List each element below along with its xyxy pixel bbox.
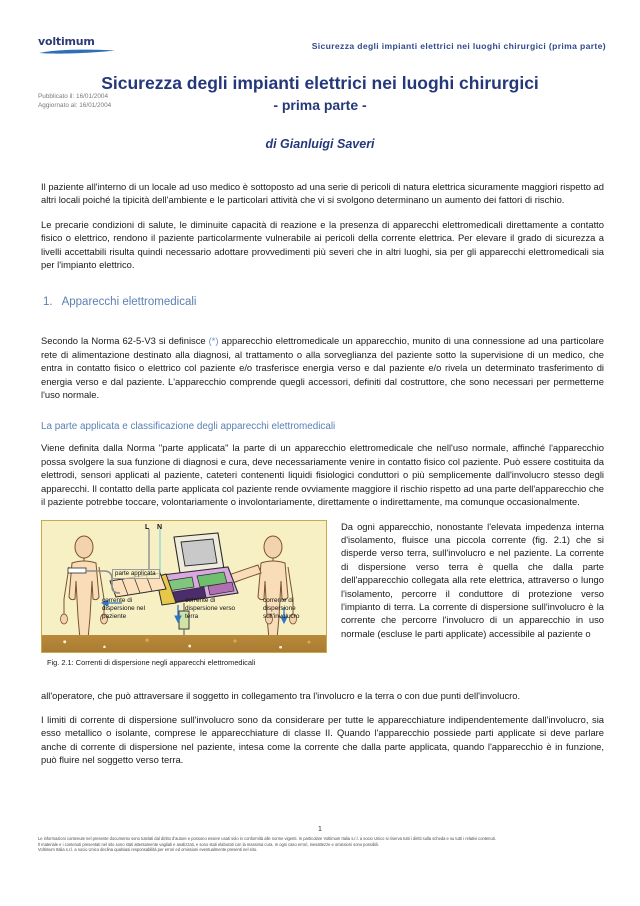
section-heading-1 <box>41 296 604 308</box>
figure-caption: Fig. 2.1: Correnti di dispersione negli apparecchi elettromedicali <box>47 657 256 667</box>
figure-illustration <box>42 521 326 652</box>
intro-paragraph-1: Il paziente all'interno di un locale ad uso medico è sottoposto ad una serie di pericoli di natura elettrica sicuramente maggiori rispetto ad altri locali poiché la tipicità dell'ambiente e le particolari attività che vi si svolgono determinano un aumento dei fattori di rischio. <box>41 181 604 206</box>
figure-label-L: L <box>145 523 150 531</box>
footer-line-2: Il materiale e i contenuti presentati nel sito sono stati attentamente vagliati e analizzati, e sono stati elaborati con la massima cura. In ogni caso errori, inesattezze e omissioni sono possibili. <box>38 841 379 847</box>
published-date: Pubblicato il: 16/01/2004 <box>38 93 108 100</box>
earth-ground-strip <box>42 635 326 652</box>
figure-label-enclosure-current: corrente di dispersione sull'involucro <box>263 596 300 620</box>
subsection-heading-1: La parte applicata e classificazione degli apparecchi elettromedicali <box>41 421 336 433</box>
page-header <box>0 0 640 70</box>
figure-and-text-row <box>41 520 604 680</box>
page-number: 1 <box>318 826 322 833</box>
section1-text-a: Secondo la Norma 62-5-V3 si definisce <box>41 335 209 347</box>
section1-text-b: apparecchio elettromedicale un apparecchio, munito di una connessione ad una particolare rete di alimentazione destinato alla diagnosi, al trattamento o alla sorveglianza del paziente sotto la supervisione di un medico, che entra in contatto fisico o elettrico col paziente e/o trasferisce energia verso e dal paziente e/o rivela un determinato trasferimento di energia verso e dal paziente. L'apparecchio comprende quegli accessori, definiti dal costruttore, che sono necessari per permetterne l'uso normale. <box>41 335 604 401</box>
page-subtitle: - prima parte - <box>273 97 367 113</box>
voltimum-logo <box>38 36 118 58</box>
patient-figure-left <box>61 536 108 639</box>
figure-2-1 <box>41 520 327 653</box>
figure-label-applied-part: parte applicata <box>112 569 160 579</box>
after-figure-paragraph-1: all'operatore, che può attraversare il soggetto in collegamento tra l'involucro e la terra o con due punti dell'involucro. <box>41 689 521 701</box>
figure-side-paragraph: Da ogni apparecchio, nonostante l'elevata impedenza interna d'isolamento, fluisce una piccola corrente (fig. 2.1) che si disperde verso terra, sull'involucro e nel paziente. La corrente di dispersione verso terra è quella che dalla parte dell'apparecchio collegata alla rete elettrica, attraverso o lungo l'isolamento, percorre il conduttore di protezione verso l'impianto di terra. La corrente di dispersione sull'involucro è la corrente che percorre l'involucro di un apparecchio in uso normale (escluse le parti applicate) accessibile al paziente o <box>341 520 604 639</box>
section-title: Apparecchi elettromedicali <box>61 296 197 309</box>
figure-label-earth-current: corrente di dispersione verso terra <box>185 596 236 620</box>
section-number: 1. <box>43 296 53 309</box>
page-title: Sicurezza degli impianti elettrici nei luoghi chirurgici <box>101 73 539 93</box>
running-header-title: Sicurezza degli impianti elettrici nei luoghi chirurgici (prima parte) <box>311 41 606 51</box>
after-figure-paragraph-2: I limiti di corrente di dispersione sull'involucro sono da considerare per tutte le apparecchiature indipendentemente dall'involucro, sia esso metallico o isolante, comprese le apparecchiature di classe II. Quando l'apparecchio possiede parti applicate si deve parlare anche di corrente di dispersione nel paziente, intesa come la corrente che dalla parte applicata, quando l'apparecchio è in funzione, può fluire nel soggetto verso terra. <box>41 713 604 766</box>
intro-paragraph-2: Le precarie condizioni di salute, le diminuite capacità di reazione e la presenza di apparecchi elettromedicali direttamente a contatto fisico o elettrico, rendono il paziente particolarmente vulnerabile ai pericoli della corrente elettrica. Per elevare il grado di sicurezza a livelli accettabili risulta quindi necessario adottare provvedimenti più severi che in altri luoghi, sia per gli apparecchi elettromedicali sia per l'impianto elettrico. <box>41 218 604 271</box>
subsection1-paragraph-1: Viene definita dalla Norma "parte applicata" la parte di un apparecchio elettromedicale che nell'uso normale, affinché l'apparecchio possa svolgere la sua funzione di diagnosi e cura, deve necessariamente venire in contatto fisico col paziente. Può essere costituita da elettrodi, sensori applicati al paziente, cateteri contenenti liquidi fisiologici conduttori o più semplicemente dall'involucro stesso degli apparecchi. Il contatto della parte applicata col paziente rende ovviamente maggiore il rischio rispetto ad una parte dell'apparecchio che il paziente potrebbe toccare, volontariamente o involontariamente, direttamente o indirettamente, ma comunque occasionalmente. <box>41 442 604 508</box>
figure-wrapper <box>41 520 329 667</box>
applied-part-electrode <box>68 568 86 573</box>
footnote-marker: (*) <box>208 335 219 347</box>
footer-line-3: Voltimum Italia s.r.l. a socio Unico declina qualsiasi responsabilità per errori ed omissioni eventualmente presenti nel sito. <box>38 847 258 853</box>
document-content <box>41 180 604 778</box>
page-footer-disclaimer <box>38 836 606 853</box>
section1-paragraph-1 <box>41 334 604 401</box>
logo-wordmark: voltimum <box>38 35 95 48</box>
logo-swoosh-icon <box>38 48 116 55</box>
title-block <box>0 70 640 151</box>
figure-label-patient-current: corrente di dispersione nel paziente <box>102 596 145 620</box>
footer-line-1: Le informazioni contenute nel presente documento sono tutelati dal diritto d'autore e possono essere usati solo in conformità alle norme vigenti. In particolare Voltimum Italia s.r.l. a socio Unico si riserva tutti i diritti sulla scheda e su tutti i relativi contenuti. <box>38 836 496 841</box>
updated-date: Aggiornato al: 16/01/2004 <box>38 102 112 109</box>
author-line: di Gianluigi Saveri <box>265 137 375 151</box>
figure-label-N: N <box>157 523 163 531</box>
publication-dates <box>38 92 111 110</box>
